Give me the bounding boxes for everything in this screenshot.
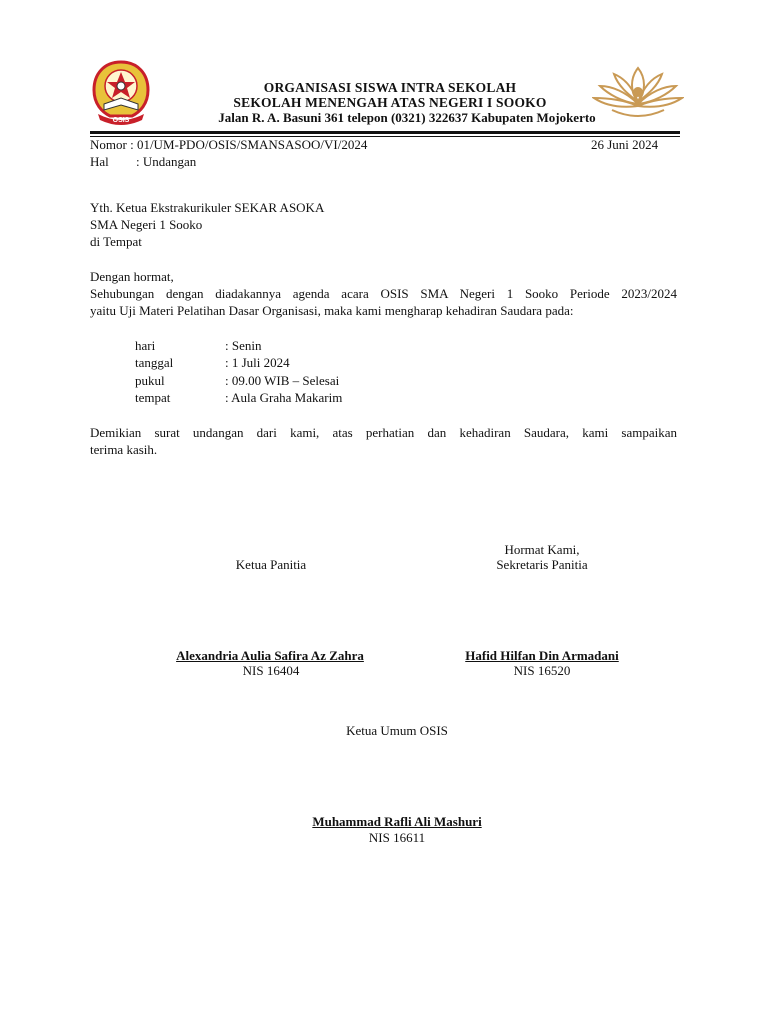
left-signer-nis: NIS 16404	[242, 663, 300, 678]
detail-label: tempat	[135, 390, 171, 405]
intro-line-1: Sehubungan dengan diadakannya agenda acara OSIS SMA Negeri 1 Sooko Periode 2023/2024	[90, 286, 677, 301]
greeting: Dengan hormat,	[90, 269, 174, 284]
regards-text: Hormat Kami,	[504, 542, 580, 557]
recipient-line-2: SMA Negeri 1 Sooko	[90, 217, 203, 232]
center-signer-name: Muhammad Rafli Ali Mashuri	[312, 814, 482, 829]
detail-row-date	[135, 354, 290, 371]
header-rule-thick	[90, 131, 680, 134]
detail-label: hari	[135, 338, 156, 353]
intro-line-2: yaitu Uji Materi Pelatihan Dasar Organisasi, maka kami mengharap kehadiran Saudara pada:	[90, 303, 574, 318]
subject-label: Hal	[90, 154, 109, 169]
detail-value: : 09.00 WIB – Selesai	[225, 373, 340, 388]
letterhead	[160, 80, 620, 126]
detail-label: tanggal	[135, 355, 174, 370]
center-signer-title: Ketua Umum OSIS	[346, 723, 448, 738]
recipient-line-1: Yth. Ketua Ekstrakurikuler SEKAR ASOKA	[90, 200, 325, 215]
detail-value: : Senin	[225, 338, 262, 353]
right-signer-title: Sekretaris Panitia	[496, 557, 588, 572]
org-name: ORGANISASI SISWA INTRA SEKOLAH	[263, 80, 517, 95]
detail-value: : Aula Graha Makarim	[225, 390, 343, 405]
osis-logo-text: OSIS	[112, 117, 130, 124]
detail-label: pukul	[135, 373, 165, 388]
subject-value: : Undangan	[136, 154, 197, 169]
letter-number: Nomor : 01/UM-PDO/OSIS/SMANSASOO/VI/2024	[90, 137, 368, 152]
letter-date: 26 Juni 2024	[591, 137, 659, 152]
left-signer-name: Alexandria Aulia Safira Az Zahra	[176, 648, 364, 663]
school-address: Jalan R. A. Basuni 361 telepon (0321) 322637 Kabupaten Mojokerto	[218, 110, 596, 125]
closing-line-2: terima kasih.	[90, 442, 158, 457]
detail-value: : 1 Juli 2024	[225, 355, 290, 370]
closing-paragraph	[90, 424, 677, 458]
intro-paragraph	[90, 285, 677, 319]
left-signer-title: Ketua Panitia	[235, 557, 307, 572]
osis-logo	[90, 60, 152, 126]
detail-row-day	[135, 337, 261, 354]
detail-row-time	[135, 372, 339, 389]
right-signer-name: Hafid Hilfan Din Armadani	[465, 648, 619, 663]
center-signer-nis: NIS 16611	[368, 830, 426, 845]
detail-row-place	[135, 389, 342, 406]
closing-line-1: Demikian surat undangan dari kami, atas perhatian dan kehadiran Saudara, kami sampaikan	[90, 425, 677, 440]
school-name: SEKOLAH MENENGAH ATAS NEGERI I SOOKO	[233, 95, 547, 110]
recipient-line-3: di Tempat	[90, 234, 142, 249]
right-signer-nis: NIS 16520	[513, 663, 571, 678]
